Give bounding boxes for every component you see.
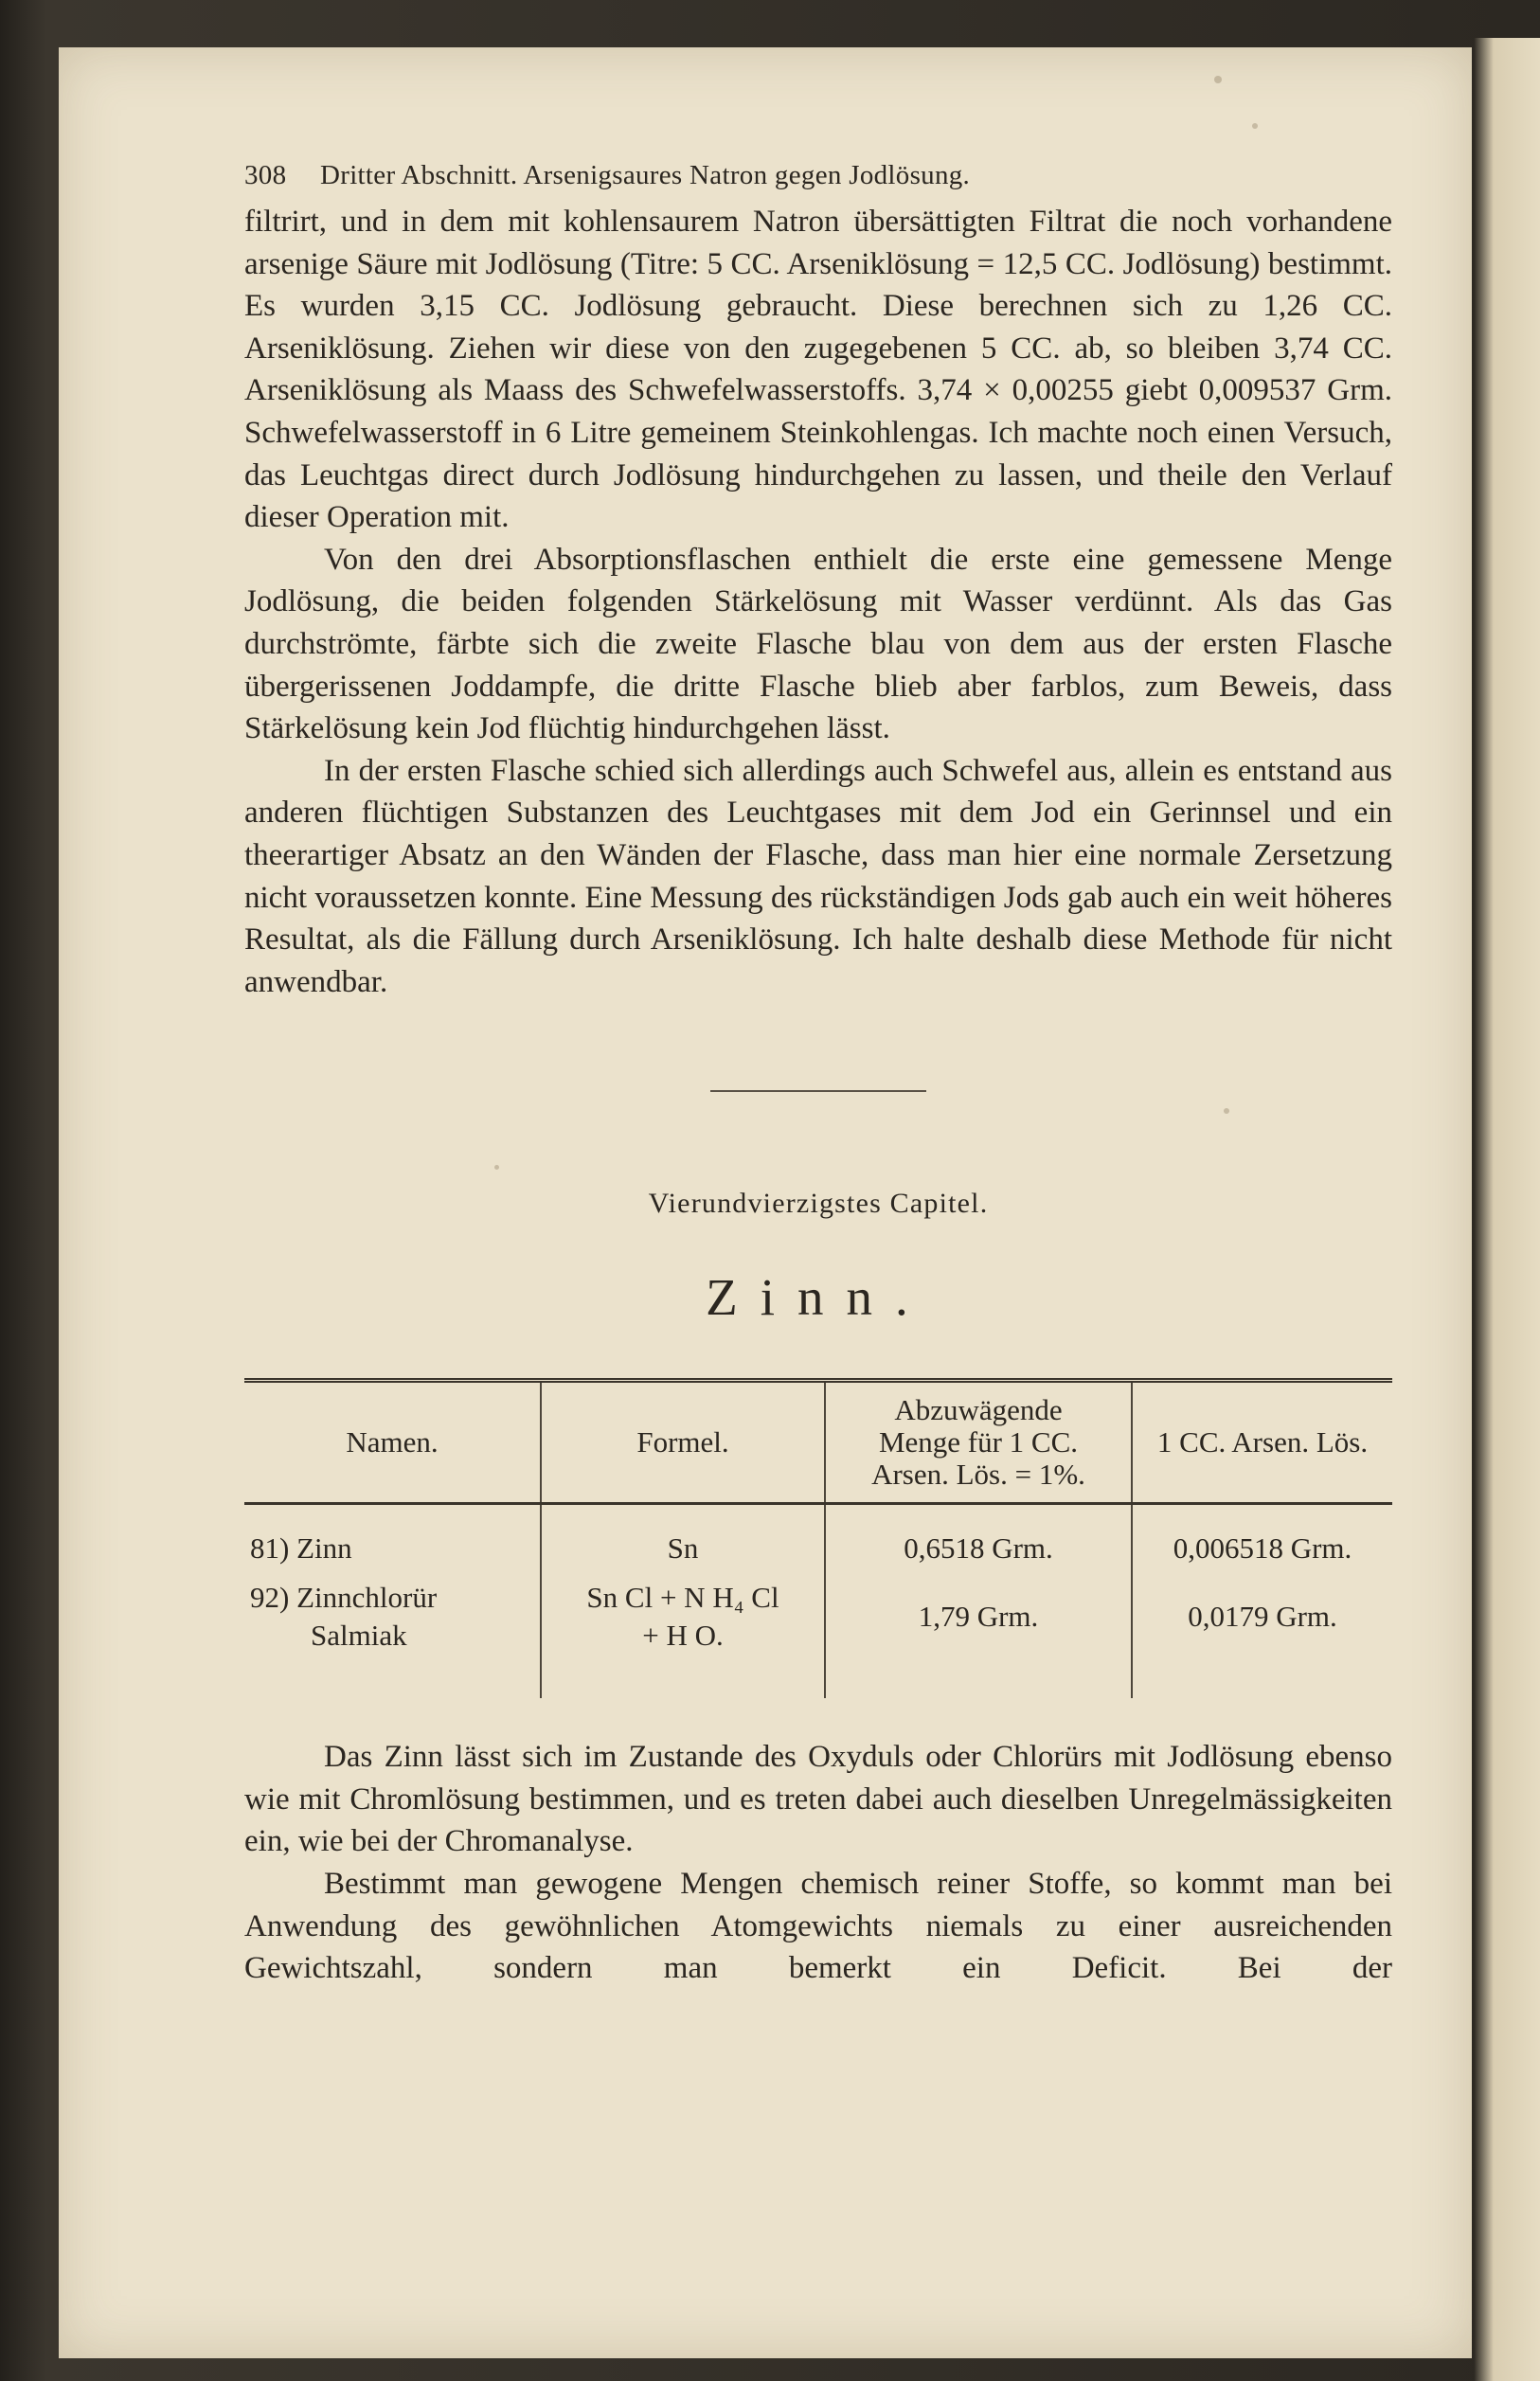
- header-per-cc: [1132, 1381, 1392, 1504]
- paragraph: filtrirt, und in dem mit kohlensaurem Natron übersättigten Filtrat die noch vorhandene arsenige Säure mit Jodlösung (Titre: 5 CC. Arseniklösung = 12,5 CC. Jodlösung) bestimmt. Es wurden 3,15 CC. Jodlösung gebraucht. Diese berechnen sich zu 1,26 CC. Arseniklösung. Ziehen wir diese von den zugegebenen 5 CC. ab, so bleiben 3,74 CC. Arseniklösung als Maass des Schwefelwasserstoffs. 3,74 × 0,00255 giebt 0,009537 Grm. Schwefelwasserstoff in 6 Litre gemeinem Steinkohlengas. Ich machte noch einen Versuch, das Leuchtgas direct durch Jodlösung hindurchgehen zu lassen, und theile den Verlauf dieser Operation mit.: [244, 205, 1392, 535]
- cell-amount: 0,6518 Grm.: [825, 1504, 1132, 1574]
- section-separator: [710, 1090, 926, 1092]
- cell-formula: [541, 1573, 825, 1698]
- paragraph: Das Zinn lässt sich im Zustande des Oxyduls oder Chlorürs mit Jodlösung ebenso wie mit Chromlösung bestimmen, und es treten dabei auch dieselben Unregelmässigkeiten ein, wie bei der Chromanalyse.: [244, 1740, 1392, 1859]
- paper-spot: [1214, 76, 1222, 83]
- cell-per-cc: 0,006518 Grm.: [1173, 1531, 1352, 1566]
- paragraph: Von den drei Absorptionsflaschen enthielt die erste eine gemessene Menge Jodlösung, die beiden folgenden Stärkelösung mit Wasser verdünnt. Als das Gas durchströmte, färbte sich die zweite Flasche blau von dem aus der ersten Flasche übergerissenen Joddampfe, die dritte Flasche blieb aber farblos, zum Beweis, dass Stärkelösung kein Jod flüchtig hindurchgehen lässt.: [244, 542, 1392, 746]
- page-number: 308: [244, 160, 287, 190]
- header-per-cc-label: 1 CC. Arsen. Lös.: [1156, 1425, 1369, 1459]
- cell-amount: 1,79 Grm.: [825, 1573, 1132, 1698]
- page-content: [244, 150, 1392, 1990]
- cell-formula-line: Sn Cl + N H₄ Cl: [586, 1581, 779, 1615]
- running-head: [244, 150, 1392, 201]
- paper-spot: [1252, 123, 1258, 129]
- chapter-title: Zinn.: [706, 1268, 931, 1327]
- cell-name-line: 92) Zinnchlorür: [250, 1581, 438, 1615]
- table-row: [244, 1504, 1392, 1574]
- header-amount-line: Menge für 1 CC.: [878, 1425, 1079, 1459]
- cell-per-cc: 0,0179 Grm.: [1188, 1600, 1337, 1634]
- header-amount-line: Arsen. Lös. = 1%.: [871, 1458, 1085, 1492]
- next-page-edge: [1474, 38, 1540, 2381]
- body-continued: [244, 1736, 1392, 1990]
- header-amount: [825, 1381, 1132, 1504]
- header-amount-line: Abzuwägende: [894, 1393, 1063, 1427]
- reagent-table: [244, 1378, 1392, 1698]
- table-header-row: [244, 1381, 1392, 1504]
- header-formula: [541, 1381, 825, 1504]
- cell-formula-line: + H O.: [642, 1619, 724, 1653]
- cell-name: [244, 1573, 541, 1698]
- running-title: Dritter Abschnitt. Arsenigsaures Natron gegen Jodlösung.: [320, 160, 971, 190]
- cell-name-line: Salmiak: [311, 1619, 407, 1653]
- header-name-label: Namen.: [346, 1425, 439, 1459]
- paragraph: Bestimmt man gewogene Mengen chemisch reiner Stoffe, so kommt man bei Anwendung des gewöhnlichen Atomgewichts niemals zu einer ausreichenden Gewichtszahl, sondern man bemerkt ein Deficit. Bei der: [244, 1867, 1392, 1986]
- paragraph: In der ersten Flasche schied sich allerdings auch Schwefel aus, allein es entstand aus anderen flüchtigen Substanzen des Leuchtgases mit dem Jod ein Gerinnsel und ein theerartiger Absatz an den Wänden der Flasche, dass man hier eine normale Zersetzung nicht voraussetzen konnte. Eine Messung des rückständigen Jods gab auch ein weit höheres Resultat, als die Fällung durch Arseniklösung. Ich halte deshalb diese Methode für nicht anwendbar.: [244, 753, 1392, 999]
- table-row: [244, 1573, 1392, 1698]
- cell-formula: Sn: [541, 1504, 825, 1574]
- chapter-number: Vierundvierzigstes Capitel.: [648, 1188, 989, 1220]
- cell-name: 81) Zinn: [244, 1504, 541, 1574]
- header-name: [244, 1381, 541, 1504]
- header-formula-label: Formel.: [636, 1425, 729, 1459]
